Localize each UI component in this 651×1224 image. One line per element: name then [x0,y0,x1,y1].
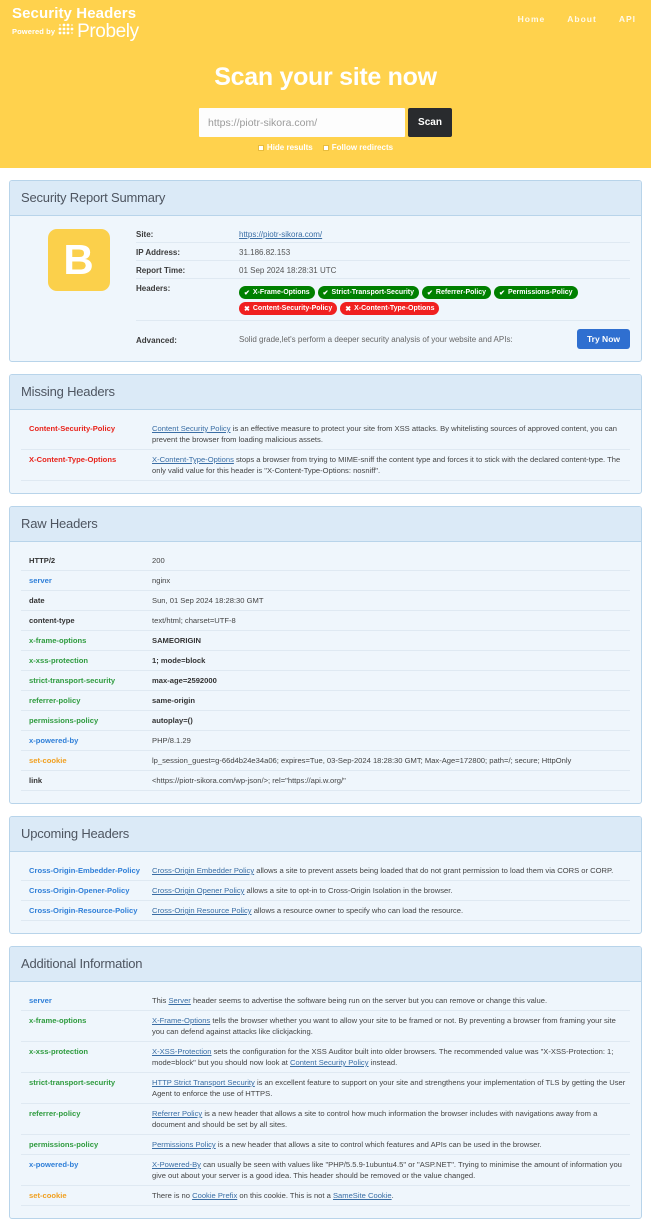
panel-title: Missing Headers [21,384,115,399]
header-badge-label: Permissions-Policy [507,289,573,296]
additional-info-row [21,1186,630,1206]
check-icon: ✔ [322,289,329,297]
panel-title: Security Report Summary [21,190,166,205]
url-input[interactable] [199,108,405,137]
upcoming-header-row [21,881,630,901]
raw-header-key: HTTP/2 [29,556,56,565]
probely-wordmark: Probely [77,21,139,42]
header-badge-content-security-policy [239,302,337,315]
raw-header-key: strict-transport-security [29,676,116,685]
summary-key-report-time: Report Time: [136,266,186,275]
cross-icon: ✖ [244,305,250,313]
raw-header-row [21,731,630,751]
additional-info-link[interactable]: HTTP Strict Transport Security [152,1078,255,1087]
additional-info-key: permissions-policy [29,1140,99,1149]
site-link[interactable]: https://piotr-sikora.com/ [239,230,323,239]
additional-info-description: X-Frame-Options tells the browser whether you want to allow your site to be framed or not. By preventing a browser from framing your site you can defend against attacks like clickjacking. [152,1016,616,1036]
missing-headers-panel [9,374,642,494]
upcoming-header-key: Cross-Origin-Resource-Policy [29,906,138,915]
raw-header-key: permissions-policy [29,716,99,725]
missing-header-key: X-Content-Type-Options [29,455,117,464]
summary-key-headers: Headers: [136,284,171,293]
upcoming-header-link[interactable]: Cross-Origin Resource Policy [152,906,252,915]
panel-title: Additional Information [21,956,143,971]
upcoming-header-link[interactable]: Cross-Origin Embedder Policy [152,866,255,875]
raw-header-row [21,711,630,731]
additional-info-row [21,1042,630,1073]
raw-header-value: max-age=2592000 [152,676,217,685]
raw-header-key: set-cookie [29,756,67,765]
advanced-label: Advanced: [136,335,177,345]
probely-dots-icon [58,23,75,40]
additional-info-row [21,1135,630,1155]
header-badge-label: Strict-Transport-Security [331,289,415,296]
additional-info-row [21,1155,630,1186]
raw-header-value: autoplay=() [152,716,193,725]
raw-headers-table [21,551,630,791]
raw-header-row [21,771,630,791]
hide-results-label: Hide results [266,143,313,152]
header-badge-x-frame-options [239,286,315,299]
check-icon: ✔ [244,289,250,297]
summary-row-headers [136,279,630,321]
header-badge-list [239,284,630,317]
scan-form [0,108,651,137]
additional-info-description: Referrer Policy is a new header that allows a site to control how much information the browser includes with navigations away from a document and should be set by all sites. [152,1109,598,1129]
panel-header [10,375,641,410]
hide-results-checkbox[interactable] [258,145,264,151]
nav-link-home[interactable]: Home [517,14,546,24]
raw-header-row [21,571,630,591]
additional-info-key: set-cookie [29,1191,67,1200]
additional-info-description: This Server header seems to advertise the software being run on the server but you can remove or change this value. [152,996,548,1005]
summary-row-report-time [136,261,630,279]
raw-header-value: PHP/8.1.29 [152,736,191,745]
additional-information-table [21,991,630,1206]
raw-header-row [21,691,630,711]
follow-redirects-option[interactable] [323,143,393,152]
additional-info-description: Permissions Policy is a new header that allows a site to control which features and APIs can be used in the browser. [152,1140,542,1149]
additional-info-row [21,1104,630,1135]
additional-info-key: x-xss-protection [29,1047,89,1056]
missing-header-description: X-Content-Type-Options stops a browser from trying to MIME-sniff the content type and forces it to stick with the declared content-type. The only valid value for this header is "X-Content-Type-Options: nosniff". [152,455,621,475]
additional-info-link[interactable]: Referrer Policy [152,1109,203,1118]
additional-info-description: X-XSS-Protection sets the configuration for the XSS Auditor built into older browsers. The recommended value was "X-XSS-Protection: 1; mode=block" but you should now look at Content Security Policy instead. [152,1047,614,1067]
additional-info-row [21,1073,630,1104]
advanced-row [136,321,630,349]
raw-header-key: link [29,776,43,785]
additional-info-link-secondary[interactable]: SameSite Cookie [332,1191,392,1200]
panel-title: Raw Headers [21,516,98,531]
raw-header-row [21,751,630,771]
raw-header-key: x-powered-by [29,736,79,745]
raw-header-key: x-xss-protection [29,656,89,665]
brand-title: Security Headers [12,5,137,22]
page-title: Scan your site now [214,63,437,91]
summary-value-ip: 31.186.82.153 [239,248,291,257]
additional-info-description: X-Powered-By can usually be seen with values like "PHP/5.5.9-1ubuntu4.5" or "ASP.NET". Trying to minimise the amount of information you give out about your server is a good idea. This header should be removed or the value changed. [152,1160,622,1180]
raw-header-value: nginx [152,576,171,585]
follow-redirects-checkbox[interactable] [323,145,329,151]
check-icon: ✔ [427,289,433,297]
raw-header-value: lp_session_guest=g-66d4b24e34a06; expires=Tue, 03-Sep-2024 18:28:30 GMT; Max-Age=172800; path=/; secure; HttpOnly [152,756,572,765]
panel-header [10,817,641,852]
raw-header-value: same-origin [152,696,196,705]
additional-info-link[interactable]: X-Powered-By [152,1160,201,1169]
header-badge-x-content-type-options [340,302,439,315]
additional-info-link[interactable]: Server [168,996,191,1005]
missing-header-description: Content Security Policy is an effective measure to protect your site from XSS attacks. By whitelisting sources of approved content, you can prevent the browser from loading malicious assets. [152,424,618,444]
additional-info-row [21,991,630,1011]
raw-header-value: <https://piotr-sikora.com/wp-json/>; rel="https://api.w.org/" [152,776,346,785]
additional-information-panel [9,946,642,1219]
raw-header-row [21,631,630,651]
raw-header-row [21,611,630,631]
additional-info-link[interactable]: X-XSS-Protection [152,1047,212,1056]
header-badge-permissions-policy [494,286,577,299]
raw-headers-panel [9,506,642,804]
missing-headers-table [21,419,630,481]
header-badge-label: Referrer-Policy [435,289,487,296]
raw-header-row [21,651,630,671]
raw-header-value: text/html; charset=UTF-8 [152,616,236,625]
upcoming-header-description: Cross-Origin Resource Policy allows a resource owner to specify who can load the resource. [152,906,464,915]
additional-info-key: server [29,996,52,1005]
upcoming-header-key: Cross-Origin-Opener-Policy [29,886,130,895]
additional-info-link[interactable]: Cookie Prefix [192,1191,238,1200]
panel-header [10,507,641,542]
missing-header-row [21,450,630,481]
additional-info-key: referrer-policy [29,1109,81,1118]
summary-value-site [239,228,630,239]
raw-header-key: content-type [29,616,75,625]
raw-header-value: 1; mode=block [152,656,206,665]
raw-header-key: x-frame-options [29,636,87,645]
summary-value-headers [239,282,630,317]
grade-badge: B [48,229,110,291]
summary-row-ip [136,243,630,261]
try-now-button[interactable]: Try Now [577,329,630,349]
raw-header-value: 200 [152,556,165,565]
upcoming-header-description: Cross-Origin Embedder Policy allows a site to prevent assets being loaded that do not grant permission to load them via CORS or CORP. [152,866,614,875]
additional-info-key: strict-transport-security [29,1078,116,1087]
raw-header-key: date [29,596,45,605]
panel-header [10,181,641,216]
hide-results-option[interactable] [258,143,313,152]
security-report-summary-panel [9,180,642,362]
additional-info-description: HTTP Strict Transport Security is an excellent feature to support on your site and strengthens your implementation of TLS by getting the User Agent to enforce the use of HTTPS. [152,1078,626,1098]
additional-info-key: x-frame-options [29,1016,87,1025]
powered-by-label: Powered by [12,26,56,36]
nav-link-api[interactable]: API [618,14,636,24]
header-badge-strict-transport-security [318,286,419,299]
raw-header-row [21,671,630,691]
missing-header-link[interactable]: X-Content-Type-Options [152,455,234,464]
raw-header-key: server [29,576,52,585]
advanced-text: Solid grade,let's perform a deeper security analysis of your website and APIs: [239,334,513,344]
summary-key-site: Site: [136,230,154,239]
additional-info-link[interactable]: Permissions Policy [152,1140,216,1149]
additional-info-key: x-powered-by [29,1160,79,1169]
panel-title: Upcoming Headers [21,826,130,841]
header-badge-referrer-policy [422,286,491,299]
header-badge-label: X-Frame-Options [252,289,310,296]
main-nav [518,6,639,24]
upcoming-header-key: Cross-Origin-Embedder-Policy [29,866,140,875]
missing-header-row [21,419,630,450]
raw-header-value: Sun, 01 Sep 2024 18:28:30 GMT [152,596,264,605]
raw-header-row [21,591,630,611]
raw-header-value: SAMEORIGIN [152,636,201,645]
additional-info-row [21,1011,630,1042]
raw-header-row [21,551,630,571]
missing-header-link[interactable]: Content Security Policy [152,424,231,433]
missing-header-key: Content-Security-Policy [29,424,116,433]
navbar [0,0,651,41]
check-icon: ✔ [499,289,505,297]
upcoming-headers-panel [9,816,642,934]
header-badge-label: Content-Security-Policy [252,305,333,312]
upcoming-headers-table [21,861,630,921]
site-header [0,0,651,168]
nav-link-about[interactable]: About [567,14,597,24]
additional-info-link-secondary[interactable]: Content Security Policy [290,1058,369,1067]
summary-row-site [136,225,630,243]
panel-header [10,947,641,982]
upcoming-header-row [21,861,630,881]
scan-options [0,143,651,152]
raw-header-key: referrer-policy [29,696,81,705]
upcoming-header-row [21,901,630,921]
summary-key-ip: IP Address: [136,248,181,257]
upcoming-header-link[interactable]: Cross-Origin Opener Policy [152,886,245,895]
additional-info-link[interactable]: X-Frame-Options [152,1016,211,1025]
cross-icon: ✖ [345,305,352,313]
scan-button[interactable]: Scan [408,108,452,137]
summary-meta-table [136,225,630,349]
follow-redirects-label: Follow redirects [331,143,394,152]
brand-logo[interactable] [12,6,139,41]
header-badge-label: X-Content-Type-Options [354,305,435,312]
summary-value-report-time: 01 Sep 2024 18:28:31 UTC [239,266,337,275]
additional-info-description: There is no Cookie Prefix on this cookie. This is not a SameSite Cookie. [152,1191,394,1200]
upcoming-header-description: Cross-Origin Opener Policy allows a site to opt-in to Cross-Origin Isolation in the browser. [152,886,453,895]
